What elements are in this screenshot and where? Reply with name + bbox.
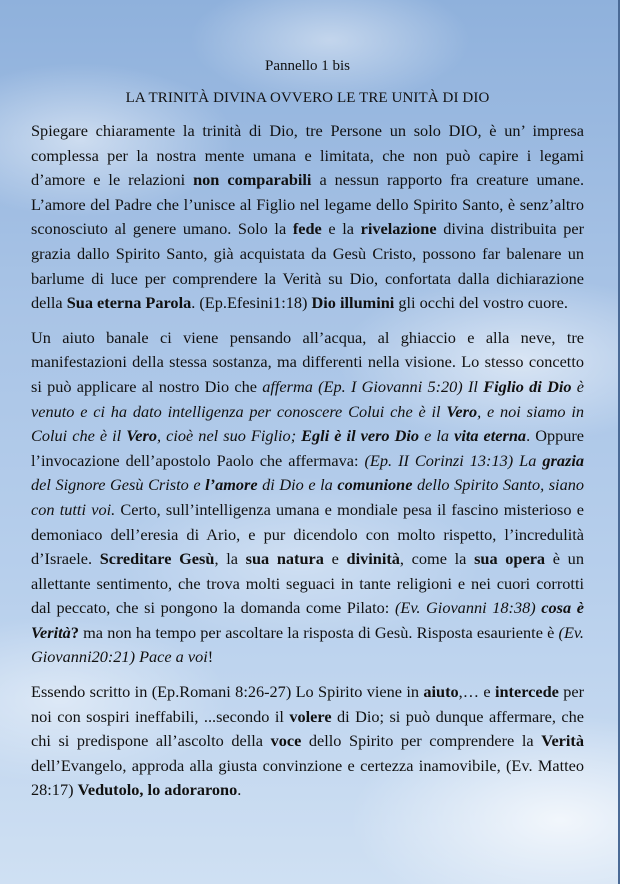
text-run: ! [207,647,214,667]
emphasis-text: Egli è il vero Dio [301,426,420,446]
text-run: gli occhi del vostro cuore. [394,293,568,313]
text-run: , cioè nel suo Figlio; [157,426,302,446]
text-run: divina distribuita per grazia dallo Spirito Santo, già acquistata da Gesù Cristo, possono far balenare un barlume di luce per comprendere la Verità su Dio, confortata dalla dichiarazione della [31,219,585,313]
text-run: , come la [399,549,475,569]
text-run: e la [321,219,361,239]
paragraph-3 [31,680,584,803]
emphasis-text: voce [270,731,302,751]
text-run: Un aiuto banale ci viene pensando all’acqua, al ghiaccio e alla neve, tre manifestazioni della stessa sostanza, ma differenti nella visione. Lo stesso concetto si può applicare al nostro Dio che [31,327,584,396]
paragraph-2 [31,326,584,670]
emphasis-text: rivelazione [360,219,437,239]
emphasis-text: vita eterna [454,426,527,446]
text-run: a nessun rapporto fra creature umane. L’amore del Padre che l’unisce al Figlio nel legame dello Spirito Santo, è senz’altro sconosciuto al genere umano. Solo la [31,170,585,239]
text-run: Essendo scritto in (Ep.Romani 8:26-27) Lo Spirito viene in [31,682,424,702]
text-run: dello Spirito Santo, siano con tutti voi. [31,475,585,519]
emphasis-text: Sua eterna Parola [66,293,192,313]
emphasis-text: intercede [494,682,559,702]
panel-label: Pannello 1 bis [265,58,350,74]
emphasis-text: l’amore [205,475,258,495]
document-body [31,56,584,803]
emphasis-text: Dio illumini [311,293,395,313]
emphasis-text: aiuto [423,682,459,702]
emphasis-text: Vedutolo, lo adorarono [77,780,238,800]
text-run: , la [214,549,246,569]
text-run: (Ev. Giovanni20:21) Pace a voi [31,622,584,667]
text-run: (Ep. II Corinzi 13:13) La [364,450,543,470]
emphasis-text: divinità [346,549,400,569]
paragraph-1 [31,119,584,316]
text-run: è un allettante sentimento, che trova molti seguaci in tante religioni e nei cuori corrotti dal peccato, che si pongono la domanda come Pilato: [31,549,584,618]
text-run: . [237,780,242,800]
emphasis-text: Screditare Gesù [99,549,215,569]
text-run: ma non ha tempo per ascoltare la risposta di Gesù. Risposta esauriente è [78,622,559,642]
emphasis-text: sua opera [474,549,546,569]
text-run: dell’Evangelo, approda alla giusta convinzione e certezza inamovibile, (Ev. Matteo 28:17) [31,755,584,800]
text-run: ,… e [458,682,495,702]
emphasis-text: Vero [126,426,158,446]
text-run: . Oppure l’invocazione dell’apostolo Paolo che affermava: [31,426,585,470]
emphasis-text: non comparabili [193,170,312,190]
emphasis-text: fede [292,219,322,239]
text-run: dello Spirito per comprendere la [301,731,542,751]
emphasis-text: volere [289,706,332,726]
text-run: e la [419,426,455,446]
text-run: afferma (Ep. I Giovanni 5:20) Il [262,376,484,396]
text-run: . (Ep.Efesini1:18) [191,293,312,313]
emphasis-text: comunione [337,475,413,495]
text-run: Spiegare chiaramente la trinità di Dio, tre Persone un solo DIO, è un’ impresa complessa per la nostra mente umana e limitata, che non può capire i legami d’amore e le relazioni [31,121,584,190]
text-run: per noi con sospiri ineffabili, ...secondo il [31,682,585,726]
text-run: di Dio e la [257,475,338,495]
emphasis-text: ? [70,622,79,642]
emphasis-text: Verità [541,731,584,751]
emphasis-text: Figlio di Dio [483,376,572,396]
text-run: e [323,549,347,569]
text-run: , e noi siamo in Colui che è il [31,401,584,446]
emphasis-text: sua natura [245,549,324,569]
text-run: del Signore Gesù Cristo e [31,475,206,495]
emphasis-text: grazia [542,450,584,470]
text-run: di Dio; si può dunque affermare, che chi si predispone all’ascolto della [31,706,584,751]
emphasis-text: Vero [446,401,478,421]
document-title: LA TRINITÀ DIVINA OVVERO LE TRE UNITÀ DI DIO [125,90,490,106]
emphasis-text: cosa è Verità [31,598,584,642]
text-run: Certo, sull’intelligenza umana e mondiale pesa il fascino misterioso e demoniaco dell’eresia di Ario, e pur dicendolo con molto rispetto, l’incredulità d’Israele. [31,499,584,569]
text-run: (Ev. Giovanni 18:38) [394,598,542,618]
text-run: è venuto e ci ha dato intelligenza per conoscere Colui che è il [31,376,584,421]
